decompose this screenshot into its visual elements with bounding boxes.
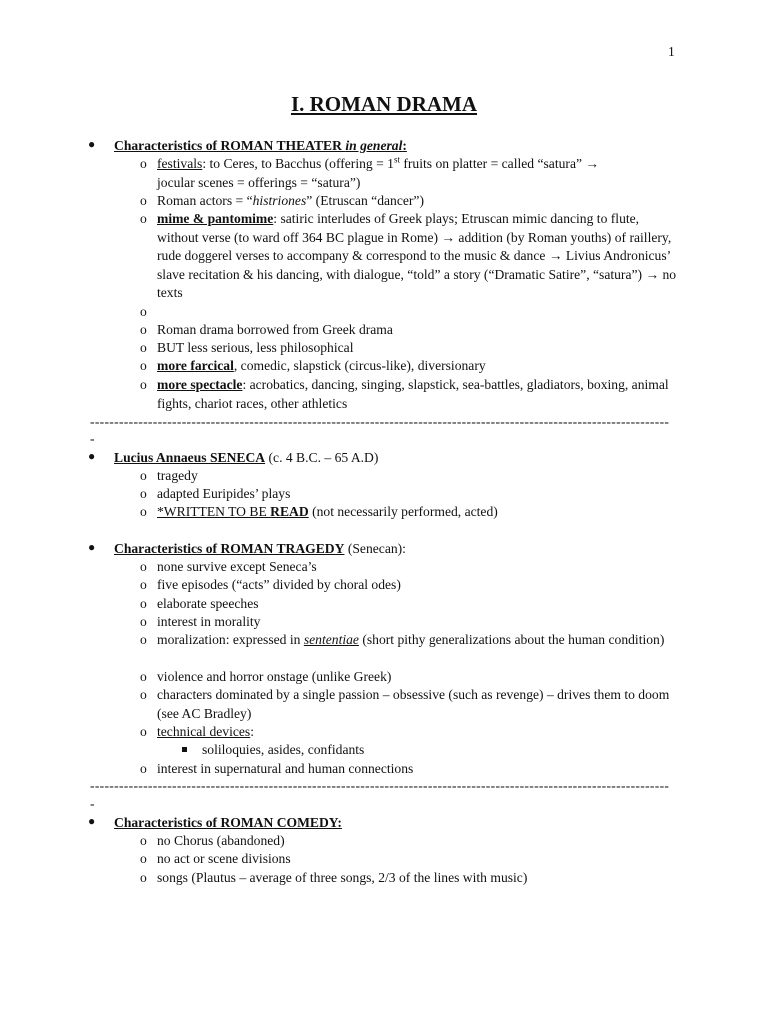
sub-bullet-icon: o [140,156,147,171]
divider-tail: - [90,796,95,811]
sub-bullet-icon: o [140,322,147,337]
heading-text: Characteristics of ROMAN TRAGEDY (Senecan): [114,541,406,556]
sub-bullet-icon: o [140,504,147,519]
sub-bullet-icon: o [140,304,147,319]
sub-bullet-icon: o [140,851,147,866]
heading-text: Characteristics of ROMAN COMEDY: [114,815,342,830]
sub-bullet-icon: o [140,669,147,684]
sub-bullet-icon: o [140,870,147,885]
sub-bullet-icon: o [140,468,147,483]
sub-bullet-icon: o [140,614,147,629]
bullet-icon: ● [88,540,96,554]
sub-bullet-icon: o [140,724,147,739]
divider-tail: - [90,431,95,446]
sub-bullet-icon: o [140,632,147,647]
divider-line: ------------------------------------------------------------------------------------------------------------------------ [90,778,670,793]
sub-bullet-icon: o [140,596,147,611]
heading-text: Characteristics of ROMAN THEATER in general: [114,138,407,153]
arrow-icon: → [548,248,563,264]
document-page: 1 I. ROMAN DRAMA ● Characteristics of ROMAN THEATER in general: o festivals: to Ceres, to Bacchus (offering = 1st fruits on platter = called “satura” → jocular scenes = offerings = “satura”) o Roman actors = “histriones” (Etruscan “dancer”) o mime & pantomime: satiric interludes of Greek plays; Etruscan mimic dancing to flute, without verse (to ward off 364 BC plague in Rome) → addition (by Roman youths) of raillery, rude doggerel verses to accompany & correspond to the music & dance → Livius Andronicus’ slave recitation & his dancing, with dialogue, “told” a story (“Dramatic Satire”, “satura”) → no texts o o Roman drama borrowed from Greek drama o BUT less serious, less philosophical o more farcical, comedic, slapstick (circus-like), diversionary o more spectacle: acrobatics, dancing, singing, slapstick, sea-battles, gladiators, boxing, animal fights, chariot races, other athletics ------------------------------------------------------------------------------------------------------------------------ - ● Lucius Annaeus SENECA (c. 4 B.C. – 65 A.D) o tragedy o adapted Euripides’ plays o *WRITTEN TO BE READ (not necessarily performed, acted) ● Characteristics of ROMAN TRAGEDY (Senecan): o none survive except Seneca’s o five episodes (“acts” divided by choral odes) o elaborate speeches o interest in morality o moralization: expressed in sententiae (short pithy generalizations about the human condition) o violence and horror onstage (unlike Greek) o characters dominated by a single passion – obsessive (such as revenge) – drives them to doom (see AC Bradley) o technical devices: soliloquies, asides, confidants o interest in supernatural and human connections ------------------------------------------------------------------------------------------------------------------------ - ● Characteristics of ROMAN COMEDY: o no Chorus (abandoned) o no act or scene divisions o songs (Plautus – average of three songs, 2/3 of the lines with music) [0,0,768,1024]
sub-bullet-icon: o [140,687,147,702]
heading-text: Lucius Annaeus SENECA (c. 4 B.C. – 65 A.D) [114,450,379,465]
sub-bullet-icon: o [140,833,147,848]
sub-bullet-icon: o [140,761,147,776]
arrow-icon: → [645,266,660,282]
sub-bullet-icon: o [140,577,147,592]
bullet-icon: ● [88,449,96,463]
sub-bullet-icon: o [140,193,147,208]
divider-line: ------------------------------------------------------------------------------------------------------------------------ [90,414,670,429]
sub-bullet-icon: o [140,486,147,501]
square-bullet-icon [182,747,187,752]
page-number: 1 [668,44,675,59]
sub-bullet-icon: o [140,377,147,392]
bullet-icon: ● [88,814,96,828]
sub-bullet-icon: o [140,211,147,226]
sub-bullet-icon: o [140,559,147,574]
arrow-icon: → [441,229,456,245]
sub-bullet-icon: o [140,340,147,355]
sub-bullet-icon: o [140,358,147,373]
arrow-icon: → [585,156,600,171]
page-title: I. ROMAN DRAMA [290,92,478,116]
bullet-icon: ● [88,137,96,151]
